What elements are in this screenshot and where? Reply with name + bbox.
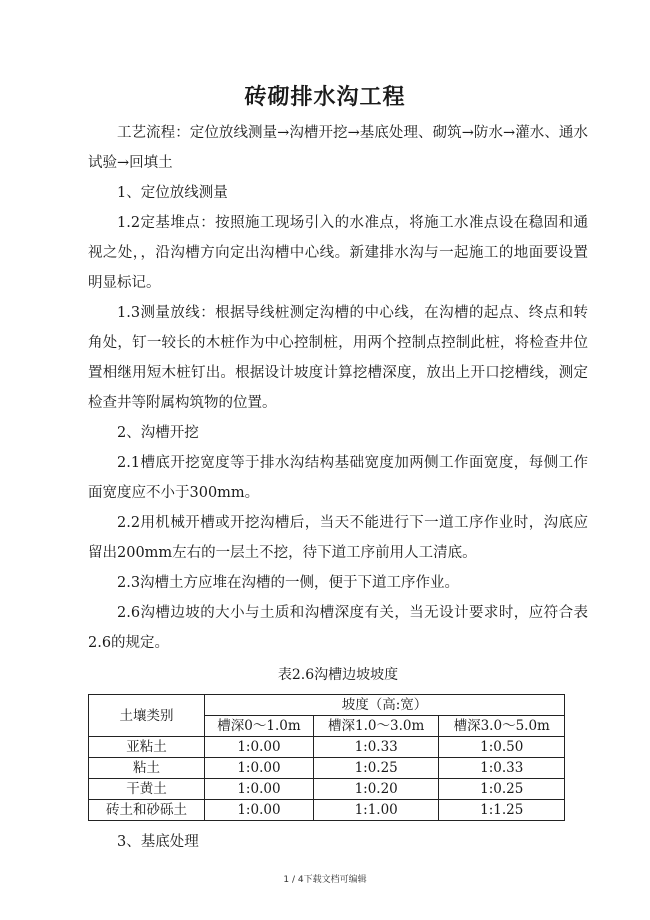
- table-cell-soil: 砖土和砂砾土: [89, 800, 205, 821]
- document-body: [88, 118, 588, 857]
- paragraph-2-3: 2.3沟槽土方应堆在沟槽的一侧，便于下道工序作业。: [117, 575, 460, 591]
- table-cell: 1:0.25: [439, 779, 565, 800]
- paragraph-2-6: 2.6沟槽边坡的大小与土质和沟槽深度有关，当无设计要求时，应符合表2.6的规定。: [88, 605, 588, 651]
- table-cell: 1:0.25: [313, 758, 439, 779]
- table-cell: 1:0.00: [205, 737, 314, 758]
- table-cell: 1:0.00: [205, 758, 314, 779]
- paragraph-process-flow: 工艺流程：定位放线测量→沟槽开挖→基底处理、砌筑→防水→灌水、通水试验→回填土: [88, 125, 588, 171]
- table-caption: 表2.6沟槽边坡坡度: [277, 667, 399, 683]
- table-cell: 1:1.25: [439, 800, 565, 821]
- table-cell-soil: 干黄土: [89, 779, 205, 800]
- page-title: 砖砌排水沟工程: [244, 85, 406, 110]
- table-cell: 1:0.00: [205, 779, 314, 800]
- paragraph-1-2: 1.2定基堆点：按照施工现场引入的水准点，将施工水准点设在稳固和通视之处，，沿沟槽方向定出沟槽中心线。新建排水沟与一起施工的地面要设置明显标记。: [88, 215, 588, 291]
- section-heading-3: 3、基底处理: [117, 834, 199, 850]
- paragraph-2-2: 2.2用机械开槽或开挖沟槽后，当天不能进行下一道工序作业时，沟底应留出200mm左右的一层土不挖，待下道工序前用人工清底。: [88, 515, 588, 561]
- table-row: [89, 737, 565, 758]
- slope-table: [88, 694, 565, 821]
- table-cell: 1:0.33: [439, 758, 565, 779]
- section-heading-1: 1、定位放线测量: [117, 185, 228, 201]
- paragraph-1-3: 1.3测量放线：根据导线桩测定沟槽的中心线，在沟槽的起点、终点和转角处，钉一较长的木桩作为中心控制桩，用两个控制点控制此桩，将检查井位置相继用短木桩钉出。根据设计坡度计算挖槽深度，放出上开口挖槽线，测定检查井等附属构筑物的位置。: [88, 305, 588, 411]
- table-column-header: 槽深0～1.0m: [205, 716, 314, 737]
- table-header-row: [89, 695, 565, 716]
- table-row: [89, 758, 565, 779]
- paragraph-2-1: 2.1槽底开挖宽度等于排水沟结构基础宽度加两侧工作面宽度，每侧工作面宽度应不小于300mm。: [88, 455, 588, 501]
- page-footer: 1 / 4下载文档可编辑: [283, 875, 367, 885]
- table-row-header: 土壤类别: [89, 695, 205, 737]
- table-row: [89, 779, 565, 800]
- table-cell: 1:0.50: [439, 737, 565, 758]
- table-column-header: 槽深3.0～5.0m: [439, 716, 565, 737]
- table-cell: 1:0.33: [313, 737, 439, 758]
- table-cell: 1:0.00: [205, 800, 314, 821]
- table-column-header: 槽深1.0～3.0m: [313, 716, 439, 737]
- table-cell: 1:0.20: [313, 779, 439, 800]
- table-cell: 1:1.00: [313, 800, 439, 821]
- table-cell-soil: 粘土: [89, 758, 205, 779]
- table-row: [89, 800, 565, 821]
- table-group-header: 坡度（高:宽）: [205, 695, 565, 716]
- section-heading-2: 2、沟槽开挖: [117, 425, 199, 441]
- table-cell-soil: 亚粘土: [89, 737, 205, 758]
